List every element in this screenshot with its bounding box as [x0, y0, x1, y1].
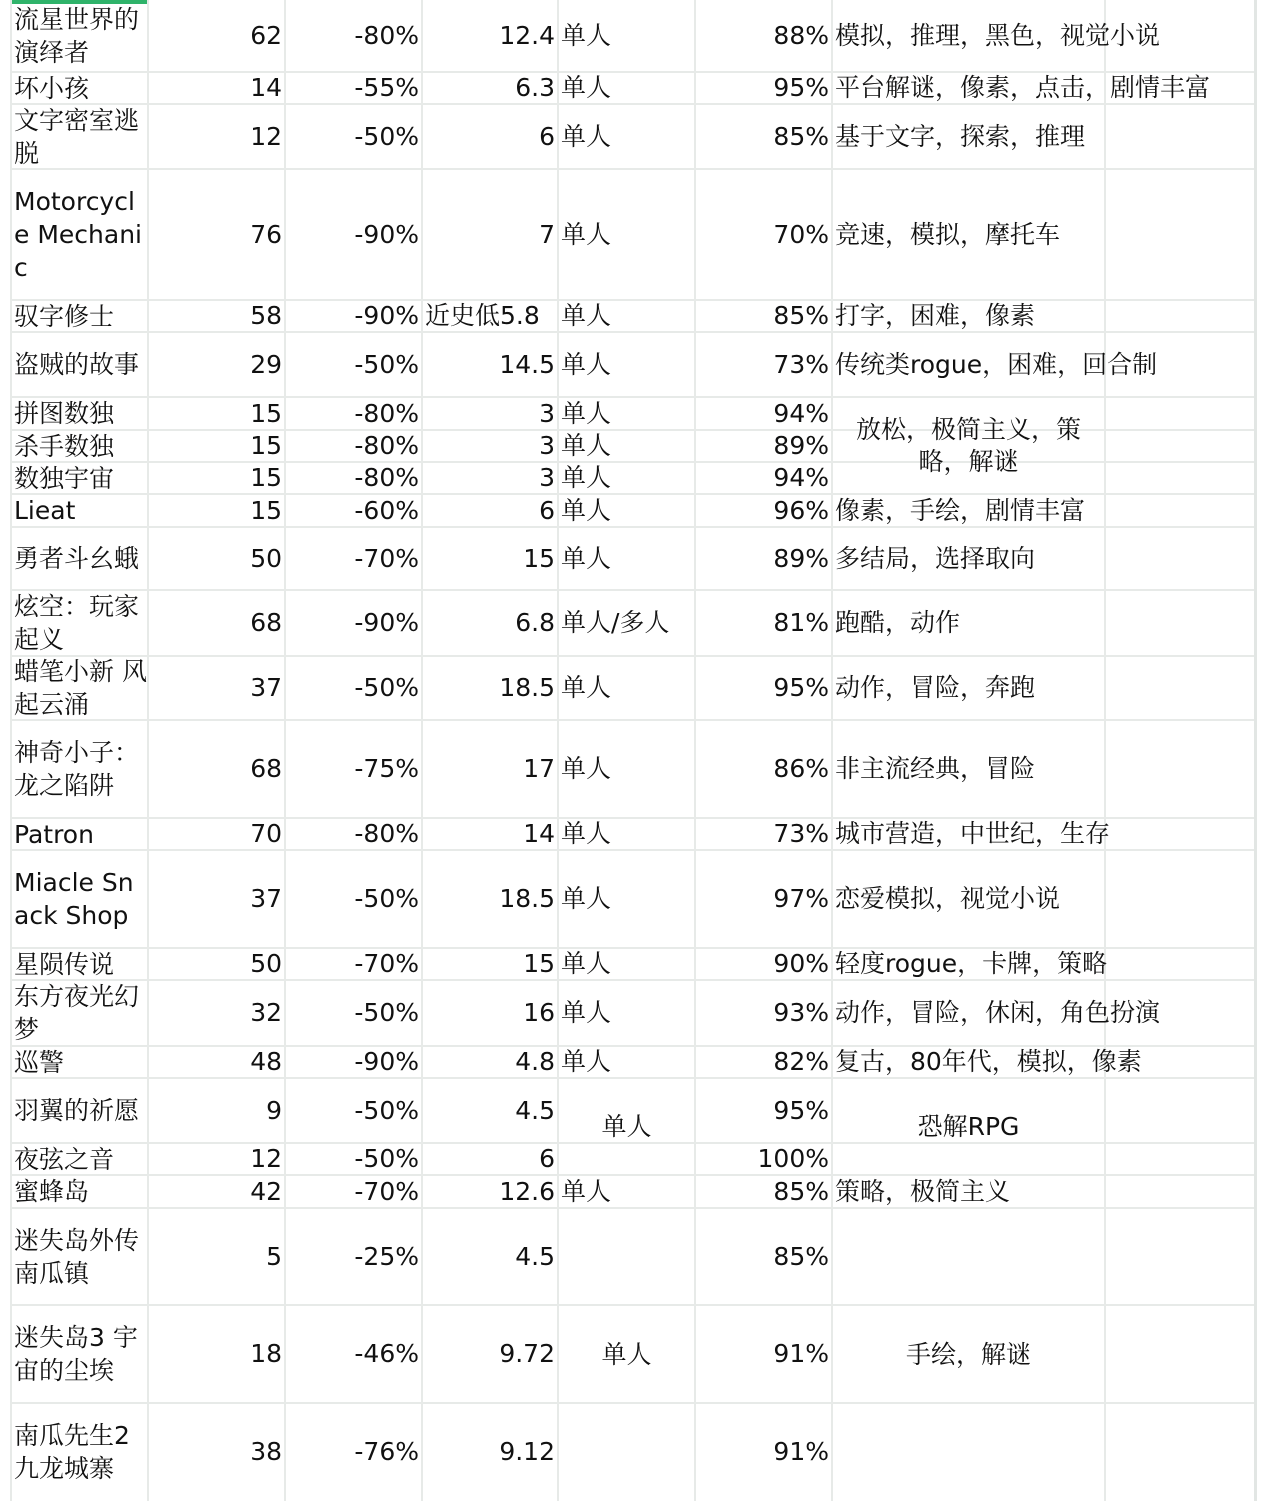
original-price-cell[interactable]: 62: [250, 21, 282, 50]
tags-cell[interactable]: 竞速，模拟，摩托车: [835, 219, 1061, 249]
merged-tags-cell[interactable]: 放松，极简主义，策略，解谜: [855, 414, 1081, 476]
original-price-cell[interactable]: 5: [266, 1241, 282, 1271]
player-mode-cell[interactable]: 单人: [561, 754, 612, 783]
sale-price-cell[interactable]: 4.5: [515, 1241, 555, 1271]
sale-price-cell[interactable]: 4.8: [515, 1047, 555, 1076]
player-mode-cell[interactable]: 单人: [561, 998, 612, 1027]
rating-cell[interactable]: 94%: [773, 398, 829, 428]
game-name-cell[interactable]: 星陨传说: [14, 949, 115, 979]
game-name-cell[interactable]: Patron: [14, 819, 94, 849]
rating-cell[interactable]: 89%: [773, 543, 829, 573]
sale-price-cell[interactable]: 12.4: [499, 21, 555, 50]
original-price-cell[interactable]: 58: [250, 301, 282, 330]
tags-cell[interactable]: 基于文字，探索，推理: [835, 121, 1086, 151]
sale-price-cell[interactable]: 15: [523, 543, 555, 573]
rating-cell[interactable]: 93%: [773, 998, 829, 1027]
tags-cell[interactable]: 轻度rogue，卡牌，策略: [835, 949, 1108, 978]
sale-price-cell[interactable]: 3: [539, 463, 555, 492]
original-price-cell[interactable]: 76: [250, 219, 282, 249]
original-price-cell[interactable]: 32: [250, 998, 282, 1027]
original-price-cell[interactable]: 68: [250, 608, 282, 637]
rating-cell[interactable]: 85%: [773, 1176, 829, 1206]
discount-cell[interactable]: -80%: [354, 819, 419, 848]
rating-cell[interactable]: 90%: [773, 949, 829, 978]
rating-cell[interactable]: 91%: [773, 1437, 829, 1466]
player-mode-cell[interactable]: 单人: [561, 495, 612, 525]
game-name-cell[interactable]: 炫空：玩家起义: [14, 592, 140, 654]
tags-cell[interactable]: 城市营造，中世纪，生存: [835, 819, 1111, 848]
rating-cell[interactable]: 95%: [773, 1095, 829, 1125]
original-price-cell[interactable]: 15: [250, 431, 282, 460]
rating-cell[interactable]: 73%: [773, 349, 829, 379]
sale-price-cell[interactable]: 3: [539, 431, 555, 460]
player-mode-cell[interactable]: 单人: [561, 431, 612, 460]
player-mode-cell[interactable]: 单人: [561, 73, 612, 102]
original-price-cell[interactable]: 18: [250, 1339, 282, 1368]
sale-price-cell[interactable]: 6: [539, 495, 555, 525]
game-name-cell[interactable]: 神奇小子：龙之陷阱: [14, 738, 140, 800]
original-price-cell[interactable]: 48: [250, 1047, 282, 1076]
discount-cell[interactable]: -55%: [354, 73, 419, 102]
original-price-cell[interactable]: 37: [250, 884, 282, 913]
sale-price-cell[interactable]: 15: [523, 949, 555, 978]
rating-cell[interactable]: 81%: [773, 608, 829, 637]
rating-cell[interactable]: 95%: [773, 673, 829, 702]
tags-cell[interactable]: 打字，困难，像素: [835, 301, 1036, 330]
player-mode-cell[interactable]: 单人: [561, 673, 612, 702]
discount-cell[interactable]: -50%: [354, 884, 419, 913]
game-name-cell[interactable]: 蜡笔小新 风起云涌: [14, 657, 147, 719]
tags-cell[interactable]: 动作，冒险，奔跑: [835, 673, 1036, 702]
original-price-cell[interactable]: 15: [250, 495, 282, 525]
rating-cell[interactable]: 95%: [773, 73, 829, 102]
sale-price-cell[interactable]: 6: [539, 121, 555, 151]
sheet-right-edge: [1254, 0, 1257, 1501]
discount-cell[interactable]: -50%: [354, 349, 419, 379]
game-name-cell[interactable]: 夜弦之音: [14, 1144, 115, 1174]
tags-cell[interactable]: 像素，手绘，剧情丰富: [835, 495, 1086, 525]
tags-cell[interactable]: 多结局，选择取向: [835, 543, 1036, 573]
game-name-cell[interactable]: 坏小孩: [14, 73, 90, 103]
original-price-cell[interactable]: 50: [250, 543, 282, 573]
rating-cell[interactable]: 97%: [773, 884, 829, 913]
original-price-cell[interactable]: 12: [250, 121, 282, 151]
sale-price-cell[interactable]: 16: [523, 998, 555, 1027]
original-price-cell[interactable]: 37: [250, 673, 282, 702]
sale-price-cell[interactable]: 9.72: [499, 1339, 555, 1368]
sale-price-cell[interactable]: 3: [539, 398, 555, 428]
player-mode-cell[interactable]: 单人: [561, 819, 612, 848]
merged-tags-cell[interactable]: 恐解RPG: [917, 1111, 1020, 1141]
original-price-cell[interactable]: 42: [250, 1176, 282, 1206]
original-price-cell[interactable]: 15: [250, 398, 282, 428]
rating-cell[interactable]: 88%: [773, 21, 829, 50]
original-price-cell[interactable]: 15: [250, 463, 282, 492]
discount-cell[interactable]: -80%: [354, 463, 419, 492]
discount-cell[interactable]: -90%: [354, 1047, 419, 1076]
sale-price-cell[interactable]: 14.5: [499, 349, 555, 379]
player-mode-cell[interactable]: 单人: [561, 949, 612, 978]
discount-cell[interactable]: -50%: [354, 673, 419, 702]
player-mode-cell[interactable]: 单人: [561, 1176, 612, 1206]
rating-cell[interactable]: 89%: [773, 431, 829, 460]
rating-cell[interactable]: 86%: [773, 754, 829, 783]
discount-cell[interactable]: -60%: [354, 495, 419, 525]
game-name-cell[interactable]: 巡警: [14, 1047, 65, 1077]
original-price-cell[interactable]: 38: [250, 1437, 282, 1466]
merged-player-mode-cell[interactable]: 单人: [601, 1339, 652, 1369]
player-mode-cell[interactable]: 单人: [561, 121, 612, 151]
game-name-cell[interactable]: 东方夜光幻梦: [14, 982, 140, 1044]
game-name-cell[interactable]: Motorcycle Mechanic: [14, 187, 142, 282]
tags-cell[interactable]: 非主流经典，冒险: [835, 754, 1036, 783]
player-mode-cell[interactable]: 单人: [561, 1047, 612, 1076]
game-name-cell[interactable]: 文字密室逃脱: [14, 105, 140, 168]
tags-cell[interactable]: 动作，冒险，休闲，角色扮演: [835, 998, 1161, 1027]
discount-cell[interactable]: -70%: [354, 949, 419, 978]
original-price-cell[interactable]: 12: [250, 1144, 282, 1173]
rating-cell[interactable]: 82%: [773, 1047, 829, 1076]
discount-cell[interactable]: -46%: [354, 1339, 419, 1368]
discount-cell[interactable]: -76%: [354, 1437, 419, 1466]
original-price-cell[interactable]: 70: [250, 819, 282, 848]
merged-tags-cell[interactable]: 手绘，解谜: [905, 1339, 1031, 1369]
sale-price-cell[interactable]: 18.5: [499, 673, 555, 702]
game-name-cell[interactable]: 杀手数独: [14, 431, 115, 461]
discount-cell[interactable]: -75%: [354, 754, 419, 783]
game-name-cell[interactable]: 羽翼的祈愿: [14, 1096, 140, 1125]
original-price-cell[interactable]: 50: [250, 949, 282, 978]
discount-cell[interactable]: -80%: [354, 398, 419, 428]
game-name-cell[interactable]: 迷失岛外传 南瓜镇: [14, 1225, 140, 1288]
player-mode-cell[interactable]: 单人/多人: [561, 608, 670, 637]
game-name-cell[interactable]: 数独宇宙: [14, 463, 115, 493]
rating-cell[interactable]: 96%: [773, 495, 829, 525]
player-mode-cell[interactable]: 单人: [561, 21, 612, 50]
rating-cell[interactable]: 85%: [773, 121, 829, 151]
original-price-cell[interactable]: 68: [250, 754, 282, 783]
discount-cell[interactable]: -70%: [354, 543, 419, 573]
discount-cell[interactable]: -90%: [354, 219, 419, 249]
discount-cell[interactable]: -80%: [354, 21, 419, 50]
sale-price-cell[interactable]: 6: [539, 1144, 555, 1173]
discount-cell[interactable]: -50%: [354, 1095, 419, 1125]
sale-price-cell[interactable]: 9.12: [499, 1437, 555, 1466]
tags-cell[interactable]: 模拟，推理，黑色，视觉小说: [835, 21, 1161, 50]
player-mode-cell[interactable]: 单人: [561, 219, 612, 249]
game-name-cell[interactable]: 流星世界的演绎者: [14, 5, 140, 67]
sale-price-cell[interactable]: 17: [523, 754, 555, 783]
discount-cell[interactable]: -80%: [354, 431, 419, 460]
rating-cell[interactable]: 85%: [773, 1241, 829, 1271]
tags-cell[interactable]: 恋爱模拟，视觉小说: [835, 884, 1061, 913]
player-mode-cell[interactable]: 单人: [561, 301, 612, 330]
sale-price-cell[interactable]: 4.5: [515, 1095, 555, 1125]
player-mode-cell[interactable]: 单人: [561, 543, 612, 573]
rating-cell[interactable]: 91%: [773, 1339, 829, 1368]
rating-cell[interactable]: 100%: [757, 1144, 829, 1173]
sale-price-cell[interactable]: 6.8: [515, 608, 555, 637]
game-name-cell[interactable]: 迷失岛3 宇宙的尘埃: [14, 1323, 138, 1385]
discount-cell[interactable]: -90%: [354, 608, 419, 637]
sale-price-cell[interactable]: 6.3: [515, 73, 555, 102]
sale-price-cell[interactable]: 18.5: [499, 884, 555, 913]
game-name-cell[interactable]: 盗贼的故事: [14, 350, 140, 379]
original-price-cell[interactable]: 29: [250, 349, 282, 379]
discount-cell[interactable]: -90%: [354, 301, 419, 330]
rating-cell[interactable]: 73%: [773, 819, 829, 848]
sale-price-cell[interactable]: 近史低5.8: [425, 301, 540, 330]
rating-cell[interactable]: 70%: [773, 219, 829, 249]
tags-cell[interactable]: 平台解谜，像素，点击，剧情丰富: [835, 73, 1211, 102]
sale-price-cell[interactable]: 7: [539, 219, 555, 249]
game-name-cell[interactable]: Lieat: [14, 496, 76, 525]
original-price-cell[interactable]: 14: [250, 73, 282, 102]
discount-cell[interactable]: -25%: [354, 1241, 419, 1271]
rating-cell[interactable]: 85%: [773, 301, 829, 330]
game-name-cell[interactable]: 南瓜先生2 九龙城寨: [14, 1421, 130, 1483]
tags-cell[interactable]: 传统类rogue，困难，回合制: [835, 349, 1158, 379]
player-mode-cell[interactable]: 单人: [561, 884, 612, 913]
game-name-cell[interactable]: 驭字修士: [14, 301, 115, 331]
original-price-cell[interactable]: 9: [266, 1095, 282, 1125]
player-mode-cell[interactable]: 单人: [561, 463, 612, 492]
tags-cell[interactable]: 复古，80年代，模拟，像素: [835, 1047, 1142, 1076]
discount-cell[interactable]: -50%: [354, 121, 419, 151]
tags-cell[interactable]: 策略，极简主义: [835, 1176, 1011, 1206]
game-name-cell[interactable]: 拼图数独: [14, 399, 115, 428]
sale-price-cell[interactable]: 14: [523, 819, 555, 848]
discount-cell[interactable]: -50%: [354, 998, 419, 1027]
sale-price-cell[interactable]: 12.6: [499, 1176, 555, 1206]
tags-cell[interactable]: 跑酷，动作: [835, 608, 961, 637]
discount-cell[interactable]: -70%: [354, 1176, 419, 1206]
player-mode-cell[interactable]: 单人: [561, 398, 612, 428]
game-name-cell[interactable]: 蜜蜂岛: [14, 1177, 90, 1206]
discount-cell[interactable]: -50%: [354, 1144, 419, 1173]
player-mode-cell[interactable]: 单人: [561, 349, 612, 379]
merged-player-mode-cell[interactable]: 单人: [601, 1111, 652, 1141]
game-name-cell[interactable]: Miacle Snack Shop: [14, 868, 134, 930]
rating-cell[interactable]: 94%: [773, 463, 829, 492]
game-name-cell[interactable]: 勇者斗幺蛾: [14, 544, 140, 573]
